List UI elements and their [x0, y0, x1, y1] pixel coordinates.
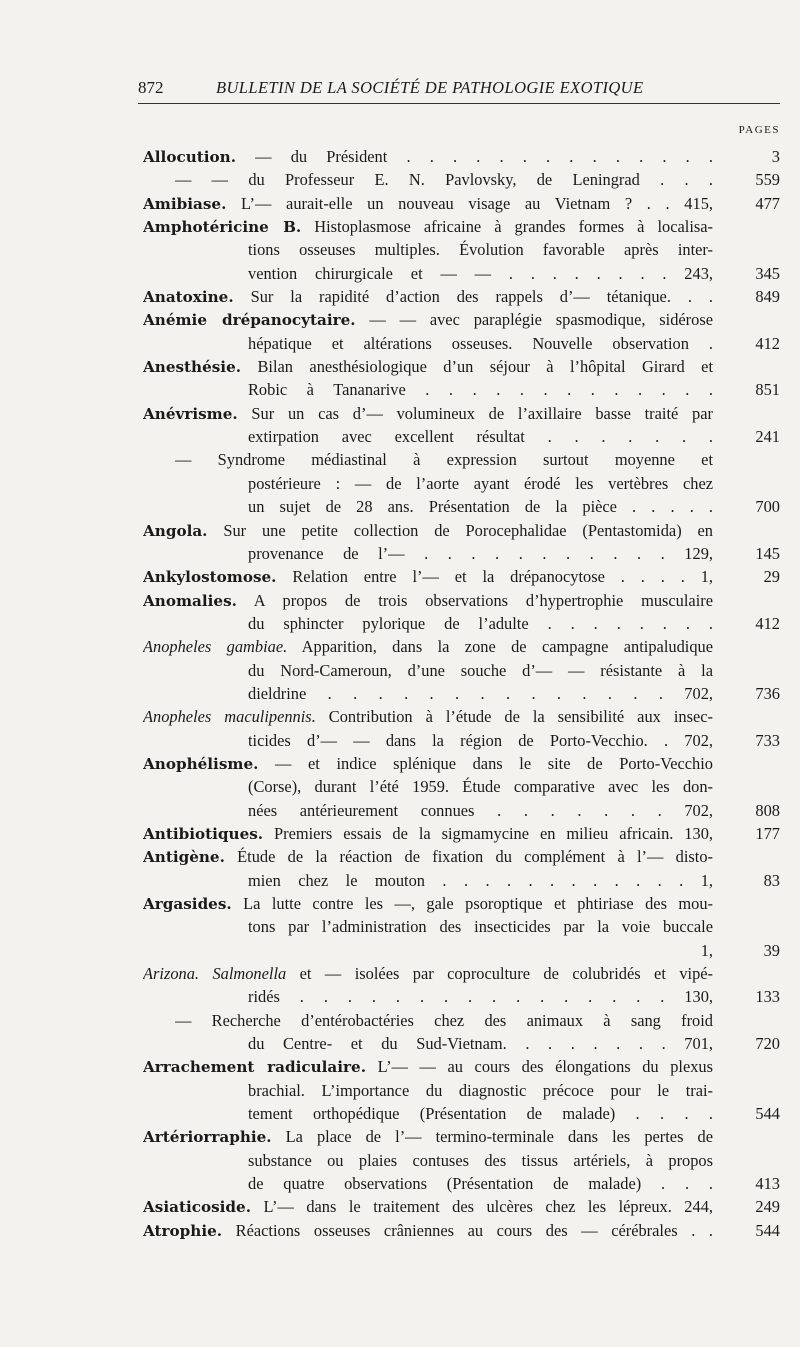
index-keyword: Asiaticoside. — [143, 1198, 251, 1217]
index-line — [0, 612, 800, 635]
index-description: Robic à Tananarive . . . . . . . . . . . . . — [248, 380, 713, 400]
index-line-text — [248, 985, 713, 1008]
index-line — [0, 308, 800, 331]
index-description: tement orthopédique (Présentation de malade) . . . . — [248, 1104, 713, 1124]
index-line — [0, 565, 800, 588]
index-line — [0, 962, 800, 985]
page-reference: 177 — [755, 823, 780, 843]
index-description: Réactions osseuses crâniennes au cours des — cérébrales . . — [222, 1220, 713, 1240]
index-line-text — [248, 1149, 713, 1172]
index-line — [0, 1195, 800, 1218]
index-description: extirpation avec excellent résultat . . . . . . . — [248, 427, 713, 447]
index-description: tions osseuses multiples. Évolution favorable après inter- — [248, 240, 713, 260]
page-reference: 559 — [755, 170, 780, 190]
page-reference: 733 — [755, 730, 780, 750]
index-line — [0, 355, 800, 378]
pages-column-label: PAGES — [738, 124, 780, 136]
index-description: du sphincter pylorique de l’adulte . . . . . . . . — [248, 613, 713, 633]
index-keyword: Arrachement radiculaire. — [143, 1058, 366, 1077]
index-description: substance ou plaies contuses des tissus artériels, à propos — [248, 1150, 713, 1170]
index-line — [0, 262, 800, 285]
index-line — [0, 752, 800, 775]
index-line — [0, 1125, 800, 1148]
index-line-text — [143, 705, 713, 728]
page-reference: 413 — [755, 1174, 780, 1194]
index-description: Relation entre l’— et la drépanocytose . . . . 1, — [276, 567, 713, 587]
index-line-text — [143, 519, 713, 543]
index-line-text — [248, 495, 713, 518]
index-description: vention chirurgicale et — — . . . . . . . . 243, — [248, 263, 713, 283]
page-reference: 477 — [755, 193, 780, 213]
index-description: un sujet de 28 ans. Présentation de la pièce . . . . . — [248, 497, 713, 517]
index-description: et — isolées par coproculture de colubridés et vipé- — [286, 964, 713, 984]
index-line-text — [143, 192, 713, 216]
index-line — [0, 448, 800, 471]
index-entries — [0, 145, 800, 1242]
index-description: La lutte contre les —, gale psoroptique et phtiriase des mou- — [231, 894, 713, 913]
index-line — [0, 1172, 800, 1195]
index-line-text — [143, 845, 713, 869]
index-description: ridés . . . . . . . . . . . . . . . . 130, — [248, 987, 713, 1007]
index-line — [0, 378, 800, 401]
index-line-text — [248, 332, 713, 355]
index-line — [0, 495, 800, 518]
index-description: Bilan anesthésiologique d’un séjour à l’hôpital Girard et — [241, 357, 713, 377]
index-line-text — [248, 1102, 713, 1125]
index-keyword: Amphotéricine B. — [143, 218, 302, 237]
page-reference: 133 — [755, 987, 780, 1007]
index-line-text — [143, 1055, 713, 1079]
index-keyword: Anatoxine. — [143, 288, 234, 307]
index-line — [0, 238, 800, 261]
index-line-text — [143, 215, 713, 239]
index-description: de quatre observations (Présentation de malade) . . . — [248, 1174, 713, 1194]
index-line — [0, 892, 800, 915]
index-line-text — [143, 1219, 713, 1243]
index-line-text — [143, 962, 713, 985]
index-line-text — [143, 1195, 713, 1219]
index-description: Sur la rapidité d’action des rappels d’— tétanique. . . — [233, 287, 713, 307]
index-keyword: Anémie drépanocytaire. — [143, 311, 356, 330]
index-keyword: Anesthésie. — [143, 358, 242, 377]
index-line-text — [248, 378, 713, 401]
index-line — [0, 192, 800, 215]
index-line — [0, 845, 800, 868]
index-line-text — [248, 869, 713, 892]
index-description: provenance de l’— . . . . . . . . . . . 129, — [248, 543, 713, 563]
index-description: brachial. L’importance du diagnostic précoce pour le trai- — [248, 1080, 713, 1100]
index-line — [0, 1032, 800, 1055]
index-description: L’— dans le traitement des ulcères chez les lépreux. 244, — [251, 1197, 713, 1217]
index-line-text — [143, 752, 713, 776]
index-line-text — [143, 285, 713, 309]
index-description: — et indice splénique dans le site de Porto-Vecchio — [258, 753, 713, 773]
index-line — [0, 822, 800, 845]
index-line — [0, 1149, 800, 1172]
index-line-text — [143, 145, 713, 169]
page-reference: 145 — [755, 543, 780, 563]
index-line-text — [175, 448, 713, 471]
index-line-text — [143, 635, 713, 658]
index-description: Sur une petite collection de Porocephalidae (Pentastomida) en — [207, 520, 713, 540]
page-reference: 29 — [763, 567, 780, 587]
index-line — [0, 659, 800, 682]
index-line-text — [175, 168, 713, 191]
index-description: — — du Professeur E. N. Pavlovsky, de Leningrad . . . — [175, 170, 713, 190]
index-keyword: Artériorraphie. — [143, 1128, 272, 1147]
index-keyword: Ankylostomose. — [143, 568, 277, 587]
page-reference: 700 — [755, 497, 780, 517]
index-line-text — [248, 1079, 713, 1102]
page-reference: 3 — [771, 147, 780, 166]
index-description: Étude de la réaction de fixation du complément à l’— disto- — [224, 847, 713, 867]
index-line — [0, 1079, 800, 1102]
index-keyword: Angola. — [143, 521, 208, 540]
running-header — [138, 78, 780, 100]
index-line — [0, 1219, 800, 1242]
index-line-text — [248, 262, 713, 285]
index-keyword: Argasides. — [143, 895, 232, 913]
index-description: — Recherche d’entérobactéries chez des animaux à sang froid — [175, 1010, 713, 1030]
index-line — [0, 285, 800, 308]
index-line-text — [248, 238, 713, 261]
index-description: — — avec paraplégie spasmodique, sidérose — [355, 310, 713, 330]
index-line-text — [248, 915, 713, 938]
index-line — [0, 332, 800, 355]
index-line — [0, 985, 800, 1008]
index-keyword: Anopheles maculipennis. — [143, 707, 316, 727]
index-line-text — [143, 565, 713, 589]
index-line-text — [248, 775, 713, 798]
index-description: — Syndrome médiastinal à expression surtout moyenne et — [175, 450, 713, 470]
index-line — [0, 215, 800, 238]
index-description: mien chez le mouton . . . . . . . . . . . . 1, — [248, 870, 713, 890]
page-reference: 849 — [755, 287, 780, 307]
index-line-text — [143, 589, 713, 613]
index-description: La place de l’— termino-terminale dans les pertes de — [271, 1127, 713, 1147]
index-description: tons par l’administration des insecticides par la voie buccale — [248, 917, 713, 937]
index-description: Contribution à l’étude de la sensibilité aux insec- — [315, 707, 713, 727]
index-line-text — [143, 892, 713, 916]
index-line — [0, 472, 800, 495]
index-line-text — [248, 542, 713, 565]
index-line-text — [248, 799, 713, 822]
index-keyword: Anopheles gambiae. — [143, 637, 288, 657]
page-reference: 412 — [755, 333, 780, 353]
page-reference: 544 — [755, 1104, 780, 1124]
index-description: 1, — [700, 940, 713, 960]
page-reference: 241 — [755, 427, 780, 447]
page-reference: 544 — [755, 1220, 780, 1240]
index-description: dieldrine . . . . . . . . . . . . . . 702, — [248, 683, 713, 703]
page-reference: 808 — [755, 800, 780, 820]
index-description: Apparition, dans la zone de campagne antipaludique — [287, 637, 713, 657]
index-line-text — [175, 1009, 713, 1032]
index-description: L’— — au cours des élongations du plexus — [366, 1057, 713, 1077]
index-line — [0, 869, 800, 892]
index-keyword: Allocution. — [143, 148, 236, 166]
index-line-text — [248, 729, 713, 752]
index-line-text — [248, 1032, 713, 1055]
index-line — [0, 168, 800, 191]
index-line-text — [143, 822, 713, 846]
index-line — [0, 705, 800, 728]
index-description: hépatique et altérations osseuses. Nouvelle observation . — [248, 333, 713, 353]
index-description: — du Président . . . . . . . . . . . . . . — [236, 147, 713, 166]
index-line-text — [248, 472, 713, 495]
index-description: Sur un cas d’— volumineux de l’axillaire basse traité par — [237, 403, 713, 423]
index-description: postérieure : — de l’aorte ayant érodé les vertèbres chez — [248, 473, 713, 493]
index-line-text — [248, 682, 713, 705]
index-line — [0, 519, 800, 542]
page-reference: 39 — [763, 940, 780, 960]
index-keyword: Anophélisme. — [143, 754, 259, 773]
index-line-text — [248, 939, 713, 962]
index-line-text — [143, 402, 713, 426]
page-reference: 412 — [755, 613, 780, 633]
index-line-text — [143, 308, 713, 332]
index-line — [0, 1009, 800, 1032]
index-description: nées antérieurement connues . . . . . . . 702, — [248, 800, 713, 820]
index-description: (Corse), durant l’été 1959. Étude comparative avec les don- — [248, 777, 713, 797]
index-line — [0, 402, 800, 425]
index-line — [0, 635, 800, 658]
index-line-text — [248, 659, 713, 682]
index-description: du Centre- et du Sud-Vietnam. . . . . . . . 701, — [248, 1034, 713, 1054]
index-line — [0, 729, 800, 752]
index-line — [0, 425, 800, 448]
index-line — [0, 1055, 800, 1078]
index-line — [0, 939, 800, 962]
page-reference: 83 — [763, 870, 780, 890]
index-line-text — [143, 1125, 713, 1149]
index-description: Histoplasmose africaine à grandes formes à localisa- — [301, 217, 713, 237]
journal-title: BULLETIN DE LA SOCIÉTÉ DE PATHOLOGIE EXOTIQUE — [216, 78, 644, 97]
index-line — [0, 589, 800, 612]
index-line — [0, 799, 800, 822]
index-keyword: Anomalies. — [143, 591, 237, 610]
index-keyword: Arizona. Salmonella — [143, 964, 287, 984]
page-reference: 249 — [755, 1197, 780, 1217]
index-line — [0, 775, 800, 798]
index-line — [0, 915, 800, 938]
page-reference: 851 — [755, 380, 780, 400]
page-reference: 345 — [755, 263, 780, 283]
index-line-text — [248, 425, 713, 448]
index-keyword: Amibiase. — [143, 194, 227, 213]
index-description: Premiers essais de la sigmamycine en milieu africain. 130, — [263, 823, 713, 843]
index-keyword: Antibiotiques. — [143, 824, 264, 843]
index-line-text — [248, 1172, 713, 1195]
index-description: ticides d’— — dans la région de Porto-Vecchio. . 702, — [248, 730, 713, 750]
index-line — [0, 1102, 800, 1125]
index-line-text — [248, 612, 713, 635]
page-reference: 720 — [755, 1034, 780, 1054]
index-keyword: Anévrisme. — [143, 404, 238, 423]
index-keyword: Antigène. — [143, 848, 225, 867]
index-description: du Nord-Cameroun, d’une souche d’— — résistante à la — [248, 660, 713, 680]
page-number: 872 — [138, 78, 164, 97]
index-description: L’— aurait-elle un nouveau visage au Vietnam ? . . 415, — [226, 193, 713, 213]
index-keyword: Atrophie. — [143, 1221, 223, 1240]
index-description: A propos de trois observations d’hypertrophie musculaire — [236, 590, 713, 610]
header-rule — [138, 103, 780, 104]
page-reference: 736 — [755, 683, 780, 703]
index-line — [0, 542, 800, 565]
index-line — [0, 145, 800, 168]
index-line-text — [143, 355, 713, 379]
index-line — [0, 682, 800, 705]
